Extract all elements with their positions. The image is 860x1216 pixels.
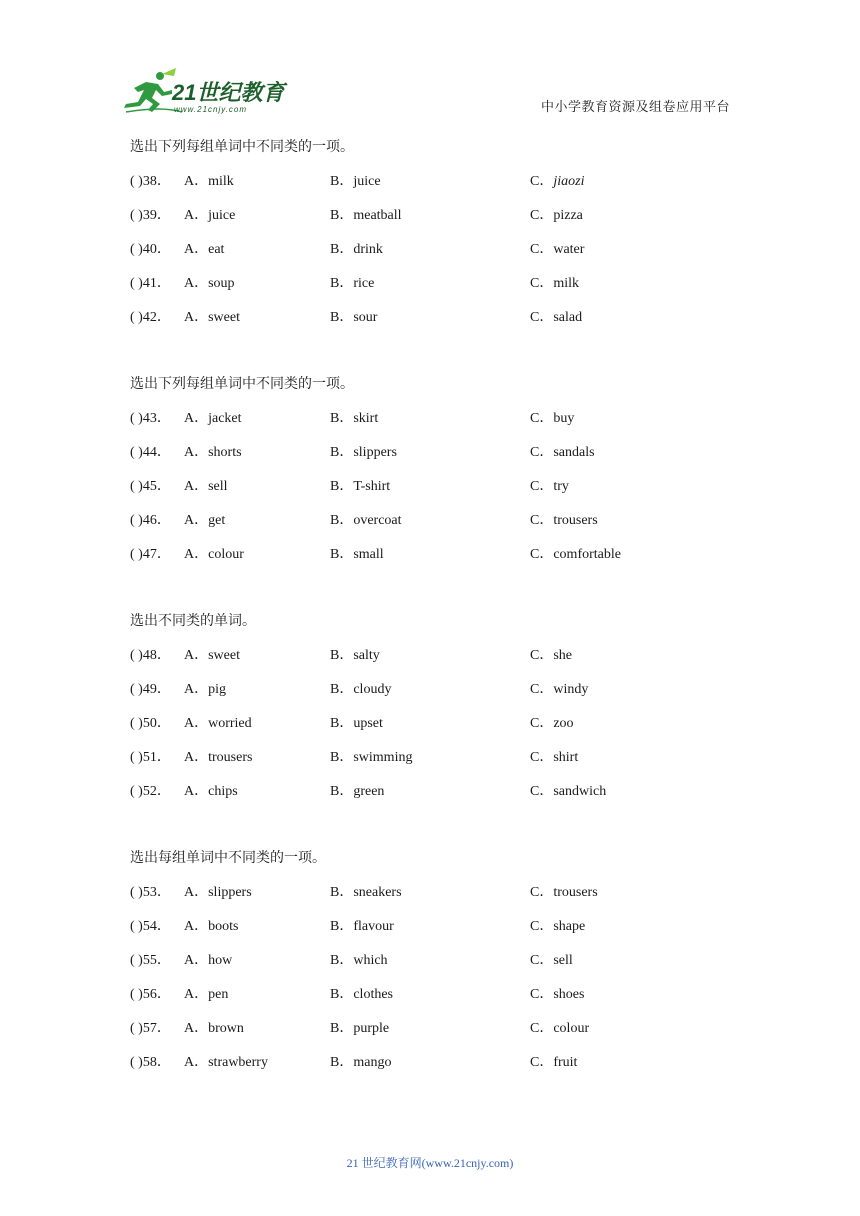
question-number[interactable]: ( )52． [130,784,171,799]
question-row [130,917,750,951]
option-c-word: trousers [553,885,598,900]
question-row [130,951,750,985]
option-c-letter: C． [530,885,554,900]
question-section [130,138,750,342]
option-c-word: water [553,242,585,257]
option-c [530,748,578,768]
question-row [130,680,750,714]
option-b: B．rice [330,276,375,291]
option-c [530,714,574,734]
option-c-word: salad [553,310,583,325]
option-c [530,409,574,429]
option-c-letter: C． [530,919,554,934]
option-c-word: shoes [553,987,585,1002]
question-number[interactable]: ( )55． [130,953,171,968]
option-c-word: buy [553,411,575,426]
question-row [130,714,750,748]
option-b: B．purple [330,1021,390,1036]
option-b: B．upset [330,716,383,731]
question-number[interactable]: ( )57． [130,1021,171,1036]
option-b: B．juice [330,174,381,189]
option-a: A．pig [184,682,226,697]
question-number[interactable]: ( )40． [130,242,171,257]
option-b: B．drink [330,242,383,257]
option-b: B．mango [330,1055,392,1070]
option-a: A．slippers [184,885,252,900]
option-c [530,477,569,497]
question-row [130,883,750,917]
question-number[interactable]: ( )39． [130,208,171,223]
question-row [130,240,750,274]
option-c [530,240,584,260]
exercise-content [130,138,750,1120]
option-b: B．green [330,784,385,799]
section-instruction: 选出不同类的单词。 [130,614,256,629]
option-c-word: colour [553,1021,590,1036]
option-a: A．boots [184,919,239,934]
option-c-letter: C． [530,648,554,663]
option-c [530,1019,589,1039]
option-c-letter: C． [530,547,554,562]
option-b: B．cloudy [330,682,392,697]
option-c-word: shape [553,919,586,934]
question-number[interactable]: ( )51． [130,750,171,765]
option-a: A．get [184,513,226,528]
question-number[interactable]: ( )58． [130,1055,171,1070]
question-row [130,511,750,545]
option-a: A．sell [184,479,228,494]
option-b: B．T-shirt [330,479,391,494]
runner-logo-icon [122,68,292,116]
option-c [530,951,573,971]
site-logo [122,68,292,116]
option-c-letter: C． [530,987,554,1002]
option-c [530,782,606,802]
option-c-letter: C． [530,750,554,765]
option-c-word: fruit [553,1055,578,1070]
question-number[interactable]: ( )45． [130,479,171,494]
option-c-word: shirt [553,750,579,765]
option-c [530,646,572,666]
option-b: B．skirt [330,411,379,426]
option-a: A．worried [184,716,252,731]
question-number[interactable]: ( )43． [130,411,171,426]
option-c-letter: C． [530,411,554,426]
option-b: B．overcoat [330,513,402,528]
question-row [130,308,750,342]
option-c-letter: C． [530,784,554,799]
option-a: A．soup [184,276,235,291]
option-c-letter: C． [530,953,554,968]
question-number[interactable]: ( )50． [130,716,171,731]
option-a: A．brown [184,1021,244,1036]
page-header [0,0,860,128]
option-c-letter: C． [530,1055,554,1070]
option-b: B．sneakers [330,885,402,900]
question-number[interactable]: ( )42． [130,310,171,325]
question-row [130,274,750,308]
question-number[interactable]: ( )44． [130,445,171,460]
option-c-letter: C． [530,445,554,460]
option-c-word: jiaozi [553,174,585,189]
question-row [130,545,750,579]
option-c [530,443,595,463]
option-b: B．flavour [330,919,394,934]
option-c-letter: C． [530,242,554,257]
platform-title: 中小学教育资源及组卷应用平台 [540,99,730,114]
option-a: A．chips [184,784,238,799]
option-c-word: she [553,648,573,663]
question-row [130,646,750,680]
option-c-letter: C． [530,276,554,291]
question-section [130,849,750,1087]
option-a: A．eat [184,242,225,257]
option-c [530,680,588,700]
logo-text: 21世纪教育 [172,80,285,105]
question-row [130,748,750,782]
option-b: B．clothes [330,987,393,1002]
option-c-letter: C． [530,310,554,325]
option-c-word: pizza [553,208,583,223]
question-number[interactable]: ( )54． [130,919,171,934]
page-footer[interactable]: 21 世纪教育网(www.21cnjy.com) [346,1156,514,1170]
option-c-word: comfortable [553,547,621,562]
question-row [130,443,750,477]
option-c-word: windy [553,682,589,697]
option-c [530,206,583,226]
option-b: B．swimming [330,750,413,765]
option-b: B．sour [330,310,378,325]
option-c [530,1053,577,1073]
question-row [130,985,750,1019]
option-c-word: sandals [553,445,595,460]
question-row [130,782,750,816]
option-a: A．how [184,953,233,968]
option-c-word: zoo [553,716,574,731]
question-row [130,409,750,443]
question-number[interactable]: ( )53． [130,885,171,900]
option-c [530,985,584,1005]
option-c [530,172,584,192]
option-c [530,274,579,294]
option-c [530,545,621,565]
question-number[interactable]: ( )46． [130,513,171,528]
question-row [130,206,750,240]
option-c-letter: C． [530,208,554,223]
question-section [130,375,750,579]
option-c [530,308,582,328]
question-number[interactable]: ( )47． [130,547,171,562]
option-c-word: milk [553,276,580,291]
question-row [130,172,750,206]
question-row [130,477,750,511]
option-c [530,883,598,903]
option-c-letter: C． [530,716,554,731]
option-c-letter: C． [530,1021,554,1036]
option-a: A．milk [184,174,234,189]
option-c-word: trousers [553,513,598,528]
section-instruction: 选出下列每组单词中不同类的一项。 [130,140,354,155]
option-c-letter: C． [530,479,554,494]
question-row [130,1053,750,1087]
option-c-word: sandwich [553,784,607,799]
option-c [530,511,598,531]
option-c-letter: C． [530,174,554,189]
section-instruction: 选出下列每组单词中不同类的一项。 [130,377,354,392]
question-number[interactable]: ( )48． [130,648,171,663]
option-c-letter: C． [530,682,554,697]
question-number[interactable]: ( )49． [130,682,171,697]
question-number[interactable]: ( )41． [130,276,171,291]
option-b: B．slippers [330,445,397,460]
option-b: B．salty [330,648,380,663]
question-number[interactable]: ( )56． [130,987,171,1002]
option-c-word: try [553,479,569,494]
option-c [530,917,585,937]
option-a: A．jacket [184,411,242,426]
question-section [130,612,750,816]
option-a: A．sweet [184,648,240,663]
option-a: A．trousers [184,750,253,765]
option-c-word: sell [553,953,573,968]
option-a: A．sweet [184,310,240,325]
option-a: A．colour [184,547,244,562]
question-row [130,1019,750,1053]
option-a: A．shorts [184,445,242,460]
section-instruction: 选出每组单词中不同类的一项。 [130,851,326,866]
question-number[interactable]: ( )38． [130,174,171,189]
option-b: B．small [330,547,384,562]
logo-url: www.21cnjy.com [174,105,247,114]
option-b: B．which [330,953,388,968]
option-c-letter: C． [530,513,554,528]
option-a: A．pen [184,987,229,1002]
option-a: A．juice [184,208,236,223]
option-b: B．meatball [330,208,402,223]
option-a: A．strawberry [184,1055,268,1070]
